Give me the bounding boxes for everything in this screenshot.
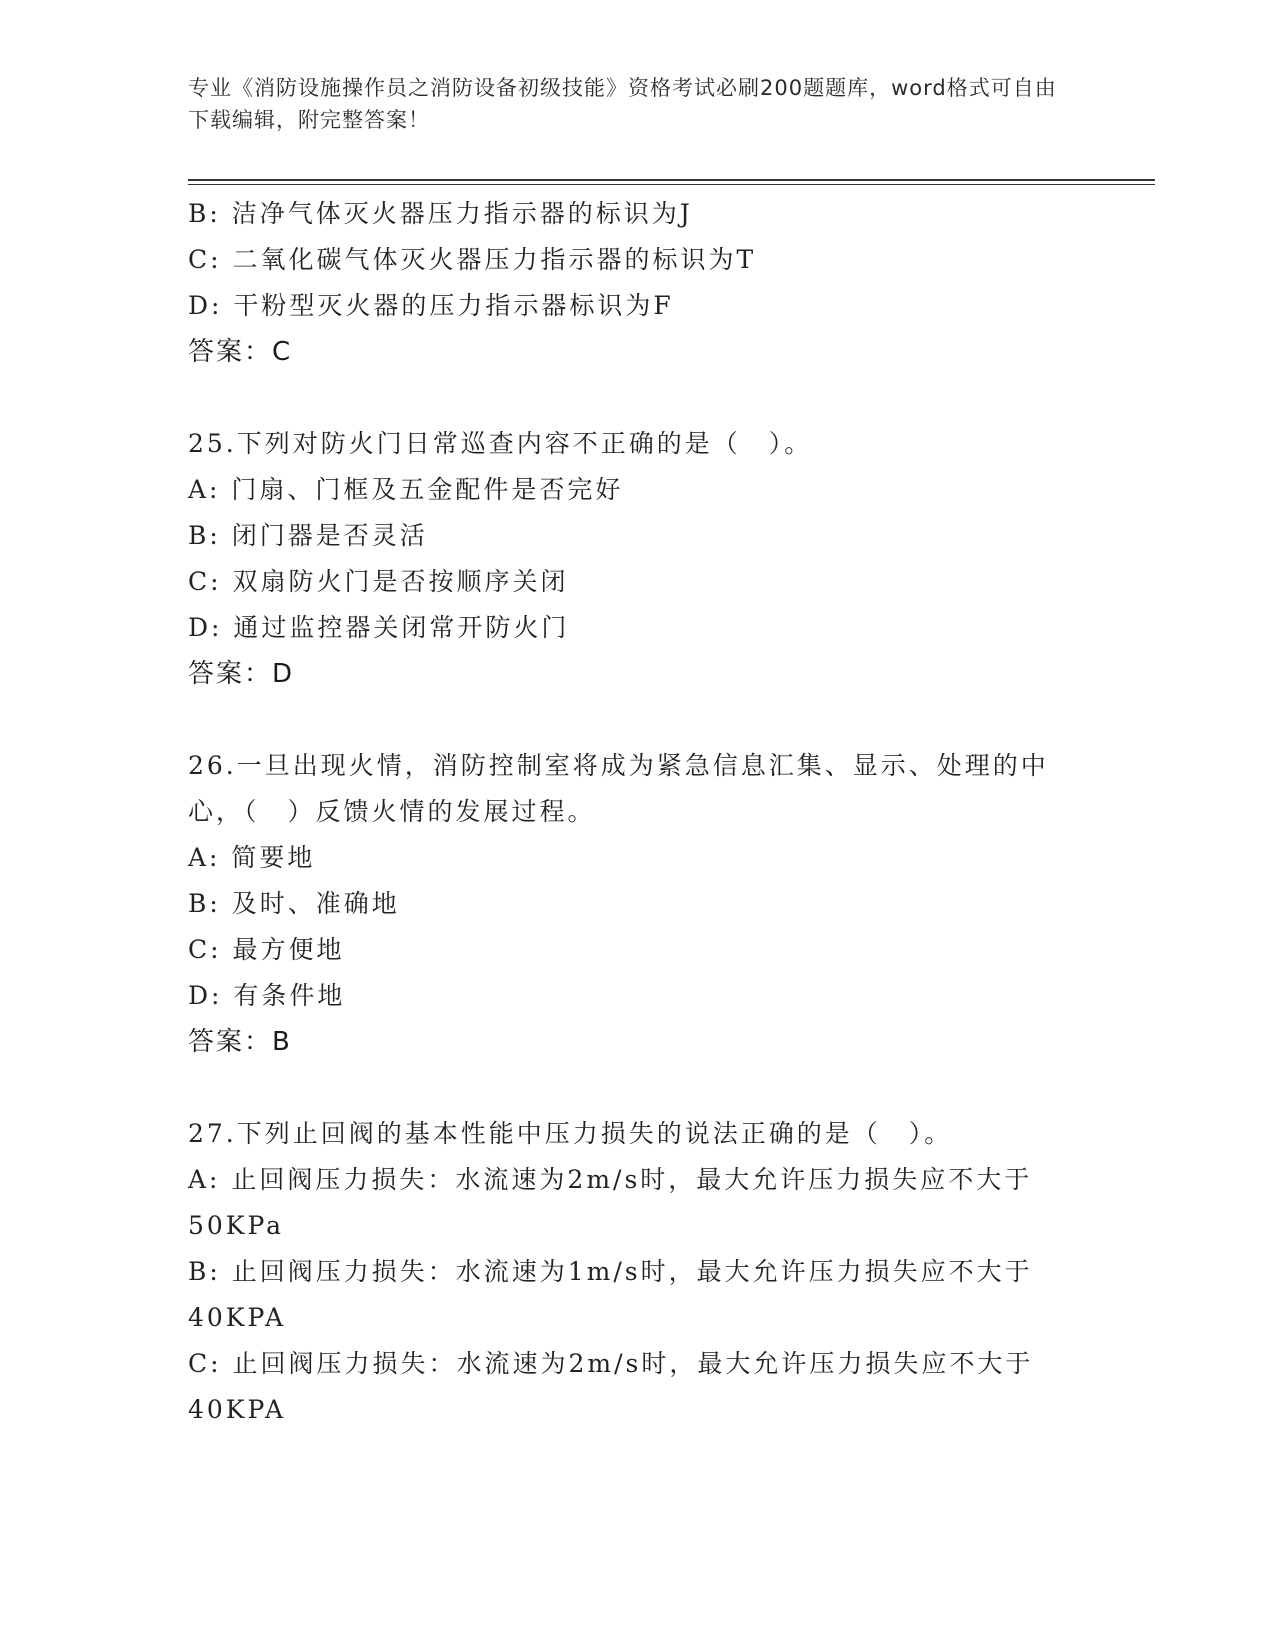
option-c: C: 双扇防火门是否按顺序关闭 xyxy=(188,567,569,596)
option-d: D: 通过监控器关闭常开防火门 xyxy=(188,613,570,642)
option-b: B: 止回阀压力损失：水流速为1m/s时，最大允许压力损失应不大于40KPA xyxy=(188,1257,1033,1332)
option-a: A: 简要地 xyxy=(188,843,316,872)
option-b: B: 洁净气体灭火器压力指示器的标识为J xyxy=(188,199,693,228)
document-header: 专业《消防设施操作员之消防设备初级技能》资格考试必刷200题题库，word格式可自由下载编辑，附完整答案！ xyxy=(188,76,1057,132)
option-d: D: 干粉型灭火器的压力指示器标识为F xyxy=(188,291,674,320)
question-stem: 27.下列止回阀的基本性能中压力损失的说法正确的是（ ）。 xyxy=(188,1119,953,1148)
answer-label: 答案：C xyxy=(188,337,293,367)
header-divider-thick xyxy=(188,179,1155,181)
question-block-24 xyxy=(188,191,1078,375)
option-c: C: 止回阀压力损失：水流速为2m/s时，最大允许压力损失应不大于40KPA xyxy=(188,1349,1034,1424)
option-d: D: 有条件地 xyxy=(188,981,346,1010)
option-c: C: 二氧化碳气体灭火器压力指示器的标识为T xyxy=(188,245,757,274)
option-c: C: 最方便地 xyxy=(188,935,345,964)
option-a: A: 门扇、门框及五金配件是否完好 xyxy=(188,475,624,504)
question-block-27 xyxy=(188,1111,1078,1433)
question-stem: 26.一旦出现火情，消防控制室将成为紧急信息汇集、显示、处理的中心，（ ）反馈火情的发展过程。 xyxy=(188,751,1049,826)
option-b: B: 及时、准确地 xyxy=(188,889,400,918)
option-b: B: 闭门器是否灵活 xyxy=(188,521,428,550)
option-a: A: 止回阀压力损失：水流速为2m/s时，最大允许压力损失应不大于50KPa xyxy=(188,1165,1033,1240)
question-block-25 xyxy=(188,421,1078,697)
document-body xyxy=(188,191,1078,1433)
answer-label: 答案：B xyxy=(188,1027,292,1057)
question-stem: 25.下列对防火门日常巡查内容不正确的是（ ）。 xyxy=(188,429,813,458)
header-divider-thin xyxy=(188,184,1155,185)
answer-label: 答案：D xyxy=(188,659,295,689)
question-block-26 xyxy=(188,743,1078,1065)
